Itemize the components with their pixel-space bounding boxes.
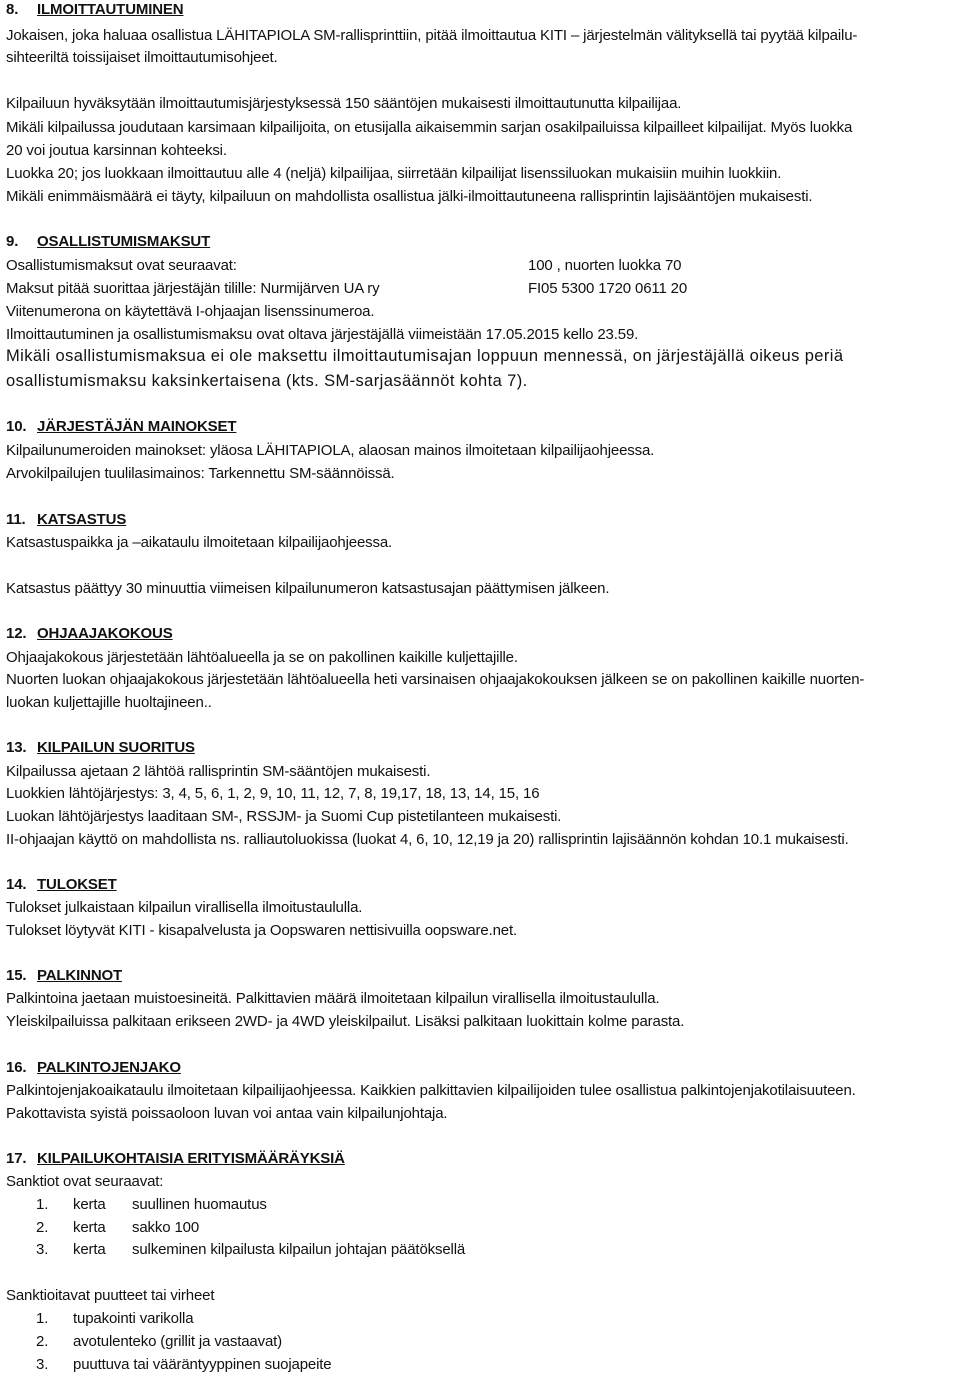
section-number: 13. — [6, 739, 27, 756]
list-text: tupakointi varikolla — [73, 1310, 194, 1327]
fee-value: 100 , nuorten luokka 70 — [528, 257, 682, 274]
section-number: 8. — [6, 1, 19, 18]
paragraph-line: Tulokset julkaistaan kilpailun virallisella ilmoitustaululla. — [6, 899, 363, 916]
section-number: 11. — [6, 511, 26, 528]
paragraph-line: Katsastus päättyy 30 minuuttia viimeisen kilpailunumeron katsastusajan päättymisen jälkeen. — [6, 580, 610, 597]
section-10-heading — [6, 417, 236, 437]
section-15-heading — [6, 966, 122, 986]
section-16-heading — [6, 1058, 181, 1078]
section-title: KATSASTUS — [37, 511, 127, 528]
paragraph-line: Luokan lähtöjärjestys laaditaan SM-, RSSJM- ja Suomi Cup pistetilanteen mukaisesti. — [6, 808, 562, 825]
sanction-item — [36, 1218, 199, 1238]
section-9-heading — [6, 232, 210, 252]
section-number: 10. — [6, 418, 27, 435]
paragraph-line: Luokkien lähtöjärjestys: 3, 4, 5, 6, 1, 2, 9, 10, 11, 12, 7, 8, 19,17, 18, 13, 14, 15, 16 — [6, 785, 540, 802]
section-title: PALKINNOT — [37, 967, 123, 984]
paragraph-line: Kilpailussa ajetaan 2 lähtöä rallisprintin SM-sääntöjen mukaisesti. — [6, 763, 431, 780]
payment-row — [6, 279, 956, 299]
section-17-heading — [6, 1149, 345, 1169]
paragraph-line: Tulokset löytyvät KITI - kisapalvelusta ja Oopswaren nettisivuilla oopsware.net. — [6, 922, 518, 939]
sanctions-intro: Sanktiot ovat seuraavat: — [6, 1173, 164, 1190]
section-title: ILMOITTAUTUMINEN — [37, 1, 184, 18]
payment-label: Maksut pitää suorittaa järjestäjän tilille: Nurmijärven UA ry — [6, 280, 380, 297]
paragraph-line: Katsastuspaikka ja –aikataulu ilmoitetaan kilpailijaohjeessa. — [6, 534, 393, 551]
section-12-heading — [6, 624, 173, 644]
paragraph-line: Mikäli kilpailussa joudutaan karsimaan kilpailijoita, on etusijalla aikaisemmin sarjan osakilpailuissa kilpailleet kilpailijat. Myös luokka — [6, 119, 853, 136]
list-number: 1. — [36, 1310, 49, 1327]
paragraph-line: Pakottavista syistä poissaoloon luvan voi antaa vain kilpailunjohtaja. — [6, 1105, 448, 1122]
paragraph-line: 20 voi joutua karsinnan kohteeksi. — [6, 142, 227, 159]
paragraph-line: II-ohjaajan käyttö on mahdollista ns. ralliautoluokissa (luokat 4, 6, 10, 12,19 ja 20) rallisprintin lajisäännön kohdan 10.1 mukaisesti. — [6, 831, 849, 848]
list-text: sakko 100 — [132, 1219, 200, 1236]
list-number: 2. — [36, 1333, 49, 1350]
section-title: OSALLISTUMISMAKSUT — [37, 233, 211, 250]
paragraph-line: Arvokilpailujen tuulilasimainos: Tarkennettu SM-säännöissä. — [6, 465, 395, 482]
paragraph-line: Jokaisen, joka haluaa osallistua LÄHITAPIOLA SM-rallisprinttiin, pitää ilmoittautua KITI – järjestelmän välityksellä tai pyytää kilpailu- — [6, 27, 858, 44]
paragraph-line: luokan kuljettajille huoltajineen.. — [6, 694, 212, 711]
section-title: TULOKSET — [37, 876, 117, 893]
fee-label: Osallistumismaksut ovat seuraavat: — [6, 257, 237, 274]
list-kerta: kerta — [73, 1241, 106, 1258]
fault-item — [36, 1355, 332, 1375]
fault-item — [36, 1309, 193, 1329]
section-8-heading — [6, 0, 183, 20]
section-number: 15. — [6, 967, 27, 984]
list-number: 1. — [36, 1196, 49, 1213]
paragraph-line: Mikäli enimmäismäärä ei täyty, kilpailuun on mahdollista osallistua jälki-ilmoittautuneena rallisprintin lajisääntöjen mukaisesti. — [6, 188, 813, 205]
section-13-heading — [6, 738, 195, 758]
section-number: 12. — [6, 625, 27, 642]
section-title: JÄRJESTÄJÄN MAINOKSET — [37, 418, 237, 435]
section-title: KILPAILUKOHTAISIA ERITYISMÄÄRÄYKSIÄ — [37, 1150, 345, 1167]
section-title: PALKINTOJENJAKO — [37, 1059, 181, 1076]
list-kerta: kerta — [73, 1196, 106, 1213]
list-text: avotulenteko (grillit ja vastaavat) — [73, 1333, 283, 1350]
list-text: puuttuva tai vääräntyyppinen suojapeite — [73, 1356, 332, 1373]
section-11-heading — [6, 510, 126, 530]
paragraph-line: Kilpailuun hyväksytään ilmoittautumisjärjestyksessä 150 sääntöjen mukaisesti ilmoittautunutta kilpailijaa. — [6, 95, 682, 112]
list-number: 3. — [36, 1241, 49, 1258]
bank-account: FI05 5300 1720 0611 20 — [528, 280, 688, 297]
section-number: 14. — [6, 876, 27, 893]
paragraph-line: sihteeriltä toissijaiset ilmoittautumisohjeet. — [6, 49, 278, 66]
faults-intro: Sanktioitavat puutteet tai virheet — [6, 1287, 215, 1304]
section-14-heading — [6, 875, 117, 895]
section-number: 9. — [6, 233, 19, 250]
section-title: OHJAAJAKOKOUS — [37, 625, 173, 642]
list-kerta: kerta — [73, 1219, 106, 1236]
section-number: 16. — [6, 1059, 27, 1076]
paragraph-line: Nuorten luokan ohjaajakokous järjestetään lähtöalueella heti varsinaisen ohjaajakokouksen jälkeen se on pakollinen kaikille nuorten- — [6, 671, 865, 688]
fee-row — [6, 256, 956, 276]
paragraph-line: Viitenumerona on käytettävä I-ohjaajan lisenssinumeroa. — [6, 303, 375, 320]
paragraph-line: Palkintojenjakoaikataulu ilmoitetaan kilpailijaohjeessa. Kaikkien palkittavien kilpailijoiden tulee osallistua palkintojenjakotilaisuuteen. — [6, 1082, 856, 1099]
list-text: sulkeminen kilpailusta kilpailun johtajan päätöksellä — [132, 1241, 466, 1258]
list-number: 3. — [36, 1356, 49, 1373]
payment-note: osallistumismaksu kaksinkertaisena (kts. SM-sarjasäännöt kohta 7). — [6, 372, 528, 390]
paragraph-line: Ilmoittautuminen ja osallistumismaksu ovat oltava järjestäjällä viimeistään 17.05.2015 kello 23.59. — [6, 326, 639, 343]
payment-note: Mikäli osallistumismaksua ei ole maksettu ilmoittautumisajan loppuun mennessä, on järjestäjällä oikeus periä — [6, 347, 844, 365]
sanction-item — [36, 1240, 465, 1260]
list-number: 2. — [36, 1219, 49, 1236]
paragraph-line: Yleiskilpailuissa palkitaan erikseen 2WD- ja 4WD yleiskilpailut. Lisäksi palkitaan luokittain kolme parasta. — [6, 1013, 685, 1030]
section-title: KILPAILUN SUORITUS — [37, 739, 195, 756]
section-number: 17. — [6, 1150, 27, 1167]
sanction-item — [36, 1195, 267, 1215]
paragraph-line: Palkintoina jaetaan muistoesineitä. Palkittavien määrä ilmoitetaan kilpailun virallisella ilmoitustaululla. — [6, 990, 660, 1007]
paragraph-line: Luokka 20; jos luokkaan ilmoittautuu alle 4 (neljä) kilpailijaa, siirretään kilpailijat lisenssiluokan mukaisiin muihin luokkiin. — [6, 165, 782, 182]
list-text: suullinen huomautus — [132, 1196, 267, 1213]
paragraph-line: Ohjaajakokous järjestetään lähtöalueella ja se on pakollinen kaikille kuljettajille. — [6, 649, 518, 666]
fault-item — [36, 1332, 282, 1352]
paragraph-line: Kilpailunumeroiden mainokset: yläosa LÄHITAPIOLA, alaosan mainos ilmoitetaan kilpailijaohjeessa. — [6, 442, 655, 459]
